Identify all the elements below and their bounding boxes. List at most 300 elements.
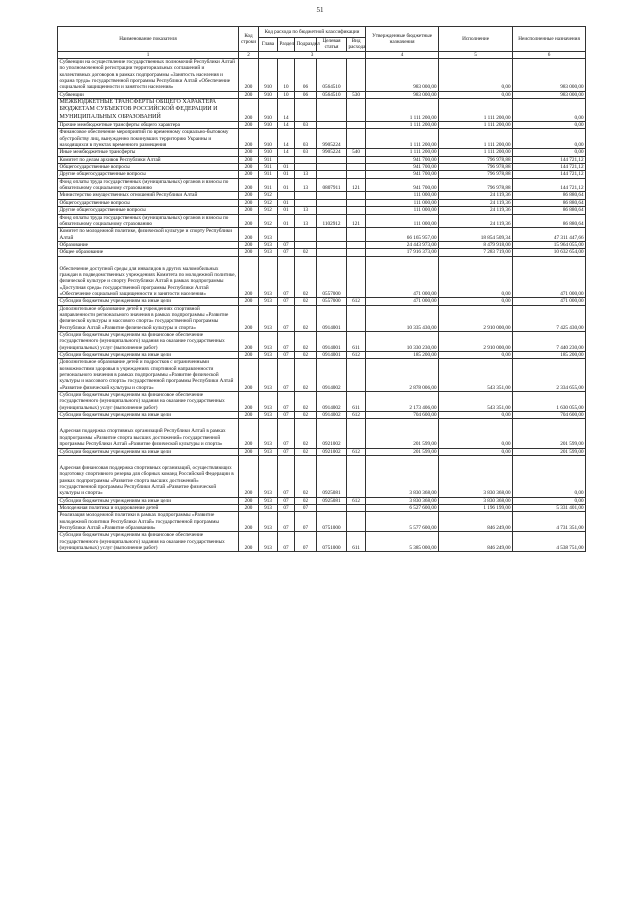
row-ministry: 913 — [259, 249, 278, 256]
row-unexecuted: 4 538 751,00 — [513, 532, 586, 552]
row-executed: 1 111 200,00 — [439, 99, 513, 122]
row-code: 200 — [239, 504, 259, 511]
row-executed: 846 249,00 — [439, 512, 513, 532]
table-row — [58, 228, 586, 242]
row-subsection — [295, 99, 317, 122]
row-target-article — [317, 99, 347, 122]
row-executed: 1 111 200,00 — [439, 129, 513, 149]
row-approved: 941 700,00 — [366, 156, 439, 163]
row-unexecuted: 704 600,00 — [513, 412, 586, 419]
row-subsection: 02 — [295, 448, 317, 455]
row-code: 200 — [239, 207, 259, 214]
row-ministry: 912 — [259, 207, 278, 214]
row-target-article: 9905224 — [317, 149, 347, 156]
row-name: Иные межбюджетные трансферты — [58, 149, 239, 156]
row-code: 200 — [239, 91, 259, 98]
row-ministry: 913 — [259, 448, 278, 455]
row-name: Субсидии бюджетным учреждениям на иные цели — [58, 298, 239, 305]
row-expense-type — [347, 305, 366, 331]
budget-execution-table — [57, 26, 586, 552]
row-approved: 10 335 430,00 — [366, 305, 439, 331]
row-code: 200 — [239, 455, 259, 497]
row-expense-type — [347, 241, 366, 248]
column-index: 2 — [239, 51, 259, 58]
table-row — [58, 448, 586, 455]
row-code: 200 — [239, 149, 259, 156]
row-code: 200 — [239, 129, 259, 149]
row-code: 200 — [239, 249, 259, 256]
row-subsection: 13 — [295, 178, 317, 192]
row-ministry: 913 — [259, 352, 278, 359]
row-approved: 2 878 006,00 — [366, 359, 439, 392]
column-index: 4 — [366, 51, 439, 58]
row-section: 14 — [278, 122, 295, 129]
row-expense-type — [347, 171, 366, 178]
row-code: 200 — [239, 99, 259, 122]
row-expense-type — [347, 455, 366, 497]
row-approved: 1 111 200,00 — [366, 149, 439, 156]
row-expense-type: 540 — [347, 149, 366, 156]
row-unexecuted: 0,00 — [513, 455, 586, 497]
row-name: Обеспечение доступной среды для инвалидов в других маломобильных граждан в подведомственных учреждениях Комитета по молодежной политике, физической культуре и спорту Республики Алтай в рамках подпрограммы «Доступная среда» государственной программы Республики Алтай «Обеспечение социальной защищенности и занятости населения» — [58, 256, 239, 298]
row-section: 07 — [278, 298, 295, 305]
row-ministry: 911 — [259, 171, 278, 178]
row-section: 07 — [278, 512, 295, 532]
row-unexecuted: 15 964 055,00 — [513, 241, 586, 248]
row-unexecuted: 47 311 447,66 — [513, 228, 586, 242]
row-unexecuted: 5 331 401,00 — [513, 504, 586, 511]
row-target-article — [317, 156, 347, 163]
row-executed: 796 978,88 — [439, 178, 513, 192]
row-approved: 1 111 200,00 — [366, 129, 439, 149]
row-expense-type — [347, 59, 366, 92]
row-subsection — [295, 164, 317, 171]
row-target-article — [317, 207, 347, 214]
row-name: Прочие межбюджетные трансферты общего характера — [58, 122, 239, 129]
row-ministry: 911 — [259, 164, 278, 171]
row-executed: 7 283 719,00 — [439, 249, 513, 256]
row-approved: 185 200,00 — [366, 352, 439, 359]
row-expense-type — [347, 256, 366, 298]
row-section — [278, 156, 295, 163]
row-code: 200 — [239, 192, 259, 199]
row-code: 200 — [239, 448, 259, 455]
row-section: 10 — [278, 91, 295, 98]
row-ministry: 910 — [259, 99, 278, 122]
row-target-article: 0921002 — [317, 448, 347, 455]
table-row — [58, 332, 586, 352]
row-expense-type: 611 — [347, 392, 366, 412]
row-code: 200 — [239, 122, 259, 129]
row-unexecuted: 0,00 — [513, 497, 586, 504]
row-section: 07 — [278, 256, 295, 298]
row-name: Образование — [58, 241, 239, 248]
row-ministry: 913 — [259, 241, 278, 248]
row-unexecuted: 7 440 230,00 — [513, 332, 586, 352]
row-code: 200 — [239, 332, 259, 352]
row-executed: 0,00 — [439, 419, 513, 448]
row-expense-type — [347, 359, 366, 392]
header-subsection: Подраздел — [295, 38, 317, 52]
row-unexecuted: 86 880,64 — [513, 192, 586, 199]
row-expense-type — [347, 156, 366, 163]
row-target-article: 0914001 — [317, 332, 347, 352]
table-body — [58, 59, 586, 552]
row-approved: 3 830 368,00 — [366, 455, 439, 497]
row-ministry: 913 — [259, 504, 278, 511]
row-section: 10 — [278, 59, 295, 92]
row-target-article — [317, 199, 347, 206]
row-expense-type: 612 — [347, 298, 366, 305]
row-executed: 24 119,36 — [439, 199, 513, 206]
row-executed: 18 854 509,34 — [439, 228, 513, 242]
table-row — [58, 178, 586, 192]
row-code: 200 — [239, 199, 259, 206]
row-name: Субсидии бюджетным учреждениям на иные цели — [58, 352, 239, 359]
row-unexecuted: 2 334 655,00 — [513, 359, 586, 392]
row-subsection — [295, 228, 317, 242]
row-approved: 10 330 230,00 — [366, 332, 439, 352]
table-row — [58, 305, 586, 331]
row-ministry: 913 — [259, 256, 278, 298]
table-row — [58, 129, 586, 149]
row-section — [278, 228, 295, 242]
row-target-article: 0807911 — [317, 178, 347, 192]
row-ministry: 910 — [259, 59, 278, 92]
row-subsection: 07 — [295, 512, 317, 532]
row-expense-type — [347, 228, 366, 242]
header-unexecuted: Неисполненные назначения — [513, 27, 586, 52]
row-approved: 201 599,00 — [366, 448, 439, 455]
row-section: 07 — [278, 249, 295, 256]
row-executed: 0,00 — [439, 298, 513, 305]
row-subsection: 13 — [295, 207, 317, 214]
row-unexecuted: 0,00 — [513, 122, 586, 129]
row-executed: 543 351,00 — [439, 392, 513, 412]
table-row — [58, 352, 586, 359]
row-code: 200 — [239, 171, 259, 178]
table-row — [58, 455, 586, 497]
row-code: 200 — [239, 178, 259, 192]
header-expense-type: Вид расхода — [348, 38, 366, 51]
row-approved: 1 111 200,00 — [366, 99, 439, 122]
table-row — [58, 298, 586, 305]
row-approved: 3 830 368,00 — [366, 497, 439, 504]
row-approved: 66 165 957,00 — [366, 228, 439, 242]
header-section: Раздел — [278, 38, 295, 52]
column-index: 1 — [58, 51, 239, 58]
row-code: 200 — [239, 419, 259, 448]
row-expense-type — [347, 207, 366, 214]
table-row — [58, 504, 586, 511]
row-executed: 796 978,88 — [439, 156, 513, 163]
row-expense-type — [347, 512, 366, 532]
row-code: 200 — [239, 392, 259, 412]
row-approved: 111 000,00 — [366, 207, 439, 214]
row-unexecuted: 0,00 — [513, 149, 586, 156]
row-unexecuted: 471 000,00 — [513, 256, 586, 298]
row-section: 07 — [278, 419, 295, 448]
row-subsection: 03 — [295, 149, 317, 156]
row-section: 07 — [278, 504, 295, 511]
row-approved: 704 600,00 — [366, 412, 439, 419]
row-approved: 5 385 000,00 — [366, 532, 439, 552]
page-number: 51 — [316, 6, 324, 14]
row-name: Министерство имущественных отношений Республики Алтай — [58, 192, 239, 199]
row-expense-type: 611 — [347, 532, 366, 552]
row-approved: 941 700,00 — [366, 178, 439, 192]
row-ministry: 913 — [259, 228, 278, 242]
row-ministry: 910 — [259, 122, 278, 129]
table-row — [58, 192, 586, 199]
row-ministry: 910 — [259, 129, 278, 149]
table-row — [58, 99, 586, 122]
row-section: 07 — [278, 392, 295, 412]
row-approved: 6 527 600,00 — [366, 504, 439, 511]
row-name: Субсидии бюджетным учреждениям на иные цели — [58, 448, 239, 455]
row-section: 07 — [278, 448, 295, 455]
row-subsection — [295, 241, 317, 248]
row-subsection: 02 — [295, 249, 317, 256]
row-unexecuted: 0,00 — [513, 129, 586, 149]
row-target-article: 0921002 — [317, 419, 347, 448]
row-ministry: 913 — [259, 532, 278, 552]
row-ministry: 913 — [259, 419, 278, 448]
row-subsection: 02 — [295, 298, 317, 305]
row-expense-type: 612 — [347, 497, 366, 504]
header-classification: Код расхода по бюджетной классификации — [259, 27, 366, 38]
row-code: 200 — [239, 228, 259, 242]
row-code: 200 — [239, 214, 259, 228]
row-unexecuted: 144 721,12 — [513, 164, 586, 171]
column-index: 6 — [513, 51, 586, 58]
row-ministry: 913 — [259, 332, 278, 352]
row-name: Реализация молодежной политики в рамках подпрограммы «Развитие молодежной политики Республики Алтай» государственной программы Республики Алтай «Развитие образования» — [58, 512, 239, 532]
row-executed: 3 830 368,00 — [439, 455, 513, 497]
row-approved: 111 000,00 — [366, 199, 439, 206]
row-executed: 0,00 — [439, 352, 513, 359]
row-expense-type: 121 — [347, 178, 366, 192]
row-executed: 0,00 — [439, 59, 513, 92]
row-section: 14 — [278, 149, 295, 156]
row-target-article — [317, 164, 347, 171]
row-expense-type: 530 — [347, 91, 366, 98]
row-code: 200 — [239, 241, 259, 248]
row-approved: 983 000,00 — [366, 91, 439, 98]
row-code: 200 — [239, 359, 259, 392]
row-approved: 111 000,00 — [366, 214, 439, 228]
row-target-article: 0564510 — [317, 59, 347, 92]
row-subsection: 06 — [295, 91, 317, 98]
row-unexecuted: 10 632 654,00 — [513, 249, 586, 256]
row-target-article: 0914002 — [317, 392, 347, 412]
row-unexecuted: 201 599,00 — [513, 419, 586, 448]
row-code: 200 — [239, 352, 259, 359]
row-ministry: 913 — [259, 497, 278, 504]
row-executed: 24 119,36 — [439, 214, 513, 228]
row-subsection — [295, 192, 317, 199]
row-name: Общегосударственные вопросы — [58, 199, 239, 206]
table-row — [58, 359, 586, 392]
row-subsection: 02 — [295, 455, 317, 497]
row-approved: 941 700,00 — [366, 171, 439, 178]
table-row — [58, 249, 586, 256]
row-ministry: 913 — [259, 455, 278, 497]
row-expense-type — [347, 164, 366, 171]
header-name: Наименование показателя — [58, 27, 239, 52]
row-section: 14 — [278, 99, 295, 122]
row-ministry: 913 — [259, 359, 278, 392]
row-section: 01 — [278, 164, 295, 171]
row-name: Субвенции — [58, 91, 239, 98]
row-ministry: 913 — [259, 512, 278, 532]
row-approved: 983 000,00 — [366, 59, 439, 92]
row-name: Субсидии бюджетным учреждениям на финансовое обеспечение государственного (муниципального) задания на оказание государственных (муниципальных) услуг (выполнение работ) — [58, 532, 239, 552]
table-row — [58, 214, 586, 228]
table-row — [58, 164, 586, 171]
row-section: 07 — [278, 497, 295, 504]
row-expense-type — [347, 129, 366, 149]
column-index: 5 — [439, 51, 513, 58]
row-approved: 2 173 406,00 — [366, 392, 439, 412]
row-section: 07 — [278, 352, 295, 359]
row-name: Дополнительное образование детей и подростков с ограниченными возможностями здоровья в учреждениях спортивной направленности регионального значения в рамках подпрограммы «Развитие физической культуры и массового спорта» государственной программы Республики Алтай «Развитие физической культуры и спорта» — [58, 359, 239, 392]
row-unexecuted: 185 200,00 — [513, 352, 586, 359]
header-code: Код строки — [239, 27, 259, 52]
row-unexecuted: 983 000,00 — [513, 59, 586, 92]
row-approved: 201 599,00 — [366, 419, 439, 448]
row-name: Комитет по делам архивов Республики Алтай — [58, 156, 239, 163]
row-executed: 543 351,00 — [439, 359, 513, 392]
row-expense-type: 612 — [347, 412, 366, 419]
row-name: Фонд оплаты труда государственных (муниципальных) органов и взносы по обязательному социальному страхованию — [58, 214, 239, 228]
row-ministry: 912 — [259, 214, 278, 228]
row-executed: 2 910 000,00 — [439, 332, 513, 352]
table-row — [58, 207, 586, 214]
table-row — [58, 392, 586, 412]
row-unexecuted: 983 000,00 — [513, 91, 586, 98]
row-subsection: 02 — [295, 352, 317, 359]
row-approved: 471 000,00 — [366, 298, 439, 305]
row-unexecuted: 471 000,00 — [513, 298, 586, 305]
row-ministry: 910 — [259, 149, 278, 156]
row-code: 200 — [239, 512, 259, 532]
row-unexecuted: 201 599,00 — [513, 448, 586, 455]
row-executed: 0,00 — [439, 448, 513, 455]
row-unexecuted: 144 721,12 — [513, 178, 586, 192]
row-ministry: 913 — [259, 412, 278, 419]
row-unexecuted: 86 880,64 — [513, 214, 586, 228]
row-target-article: 0914002 — [317, 359, 347, 392]
row-executed: 24 119,36 — [439, 207, 513, 214]
row-expense-type — [347, 249, 366, 256]
row-section — [278, 192, 295, 199]
row-name: Субсидии бюджетным учреждениям на финансовое обеспечение государственного (муниципального) задания на оказание государственных (муниципальных) услуг (выполнение работ) — [58, 392, 239, 412]
row-unexecuted: 144 721,12 — [513, 156, 586, 163]
row-target-article: 9905224 — [317, 129, 347, 149]
row-subsection — [295, 156, 317, 163]
row-target-article — [317, 228, 347, 242]
row-target-article: 0751000 — [317, 532, 347, 552]
row-subsection: 02 — [295, 497, 317, 504]
row-subsection: 02 — [295, 256, 317, 298]
row-target-article: 0564510 — [317, 91, 347, 98]
row-expense-type — [347, 99, 366, 122]
row-subsection: 02 — [295, 359, 317, 392]
header-executed: Исполнение — [439, 27, 513, 52]
row-name: Другие общегосударственные вопросы — [58, 171, 239, 178]
row-expense-type — [347, 504, 366, 511]
row-expense-type: 121 — [347, 214, 366, 228]
row-target-article: 0914001 — [317, 352, 347, 359]
row-expense-type: 612 — [347, 448, 366, 455]
row-section: 07 — [278, 359, 295, 392]
row-section: 01 — [278, 199, 295, 206]
row-unexecuted: 7 425 430,00 — [513, 305, 586, 331]
row-ministry: 910 — [259, 91, 278, 98]
row-subsection: 06 — [295, 59, 317, 92]
table-row — [58, 156, 586, 163]
row-ministry: 912 — [259, 192, 278, 199]
row-executed: 1 111 200,00 — [439, 149, 513, 156]
row-name: Общегосударственные вопросы — [58, 164, 239, 171]
row-approved: 17 916 373,00 — [366, 249, 439, 256]
row-target-article — [317, 241, 347, 248]
table-row — [58, 532, 586, 552]
row-approved: 5 577 600,00 — [366, 512, 439, 532]
row-section: 07 — [278, 305, 295, 331]
row-section: 01 — [278, 214, 295, 228]
row-approved: 111 000,00 — [366, 192, 439, 199]
row-executed: 1 111 200,00 — [439, 122, 513, 129]
row-section: 14 — [278, 129, 295, 149]
row-subsection: 02 — [295, 305, 317, 331]
row-section: 07 — [278, 412, 295, 419]
row-unexecuted: 0,00 — [513, 99, 586, 122]
row-executed: 2 910 000,00 — [439, 305, 513, 331]
table-row — [58, 512, 586, 532]
row-executed: 846 249,00 — [439, 532, 513, 552]
row-target-article: 0914001 — [317, 305, 347, 331]
row-name: Дополнительное образование детей в учреждениях спортивной направленности регионального значения в рамках подпрограммы «Развитие физической культуры и массового спорта» государственной программы Республики Алтай «Развитие физической культуры и спорта» — [58, 305, 239, 331]
row-target-article — [317, 504, 347, 511]
row-approved: 941 700,00 — [366, 164, 439, 171]
table-row — [58, 149, 586, 156]
row-subsection: 02 — [295, 332, 317, 352]
row-unexecuted: 4 731 351,00 — [513, 512, 586, 532]
row-section: 01 — [278, 207, 295, 214]
row-approved: 24 443 973,00 — [366, 241, 439, 248]
table-row — [58, 59, 586, 92]
row-target-article: 0914002 — [317, 412, 347, 419]
table-row — [58, 171, 586, 178]
row-expense-type — [347, 199, 366, 206]
row-subsection: 02 — [295, 392, 317, 412]
row-executed: 8 479 918,00 — [439, 241, 513, 248]
row-expense-type: 612 — [347, 352, 366, 359]
row-executed: 3 830 368,00 — [439, 497, 513, 504]
header-ministry: Глава — [259, 38, 278, 52]
row-code: 200 — [239, 59, 259, 92]
row-ministry: 912 — [259, 199, 278, 206]
row-name: Молодежная политика и оздоровление детей — [58, 504, 239, 511]
row-name: Субсидии бюджетным учреждениям на финансовое обеспечение государственного (муниципального) задания на оказание государственных (муниципальных) услуг (выполнение работ) — [58, 332, 239, 352]
header-approved: Утвержденные бюджетные назначения — [366, 27, 439, 52]
row-code: 200 — [239, 305, 259, 331]
row-name: Фонд оплаты труда государственных (муниципальных) органов и взносы по обязательному социальному страхованию — [58, 178, 239, 192]
row-section: 07 — [278, 241, 295, 248]
row-expense-type — [347, 122, 366, 129]
